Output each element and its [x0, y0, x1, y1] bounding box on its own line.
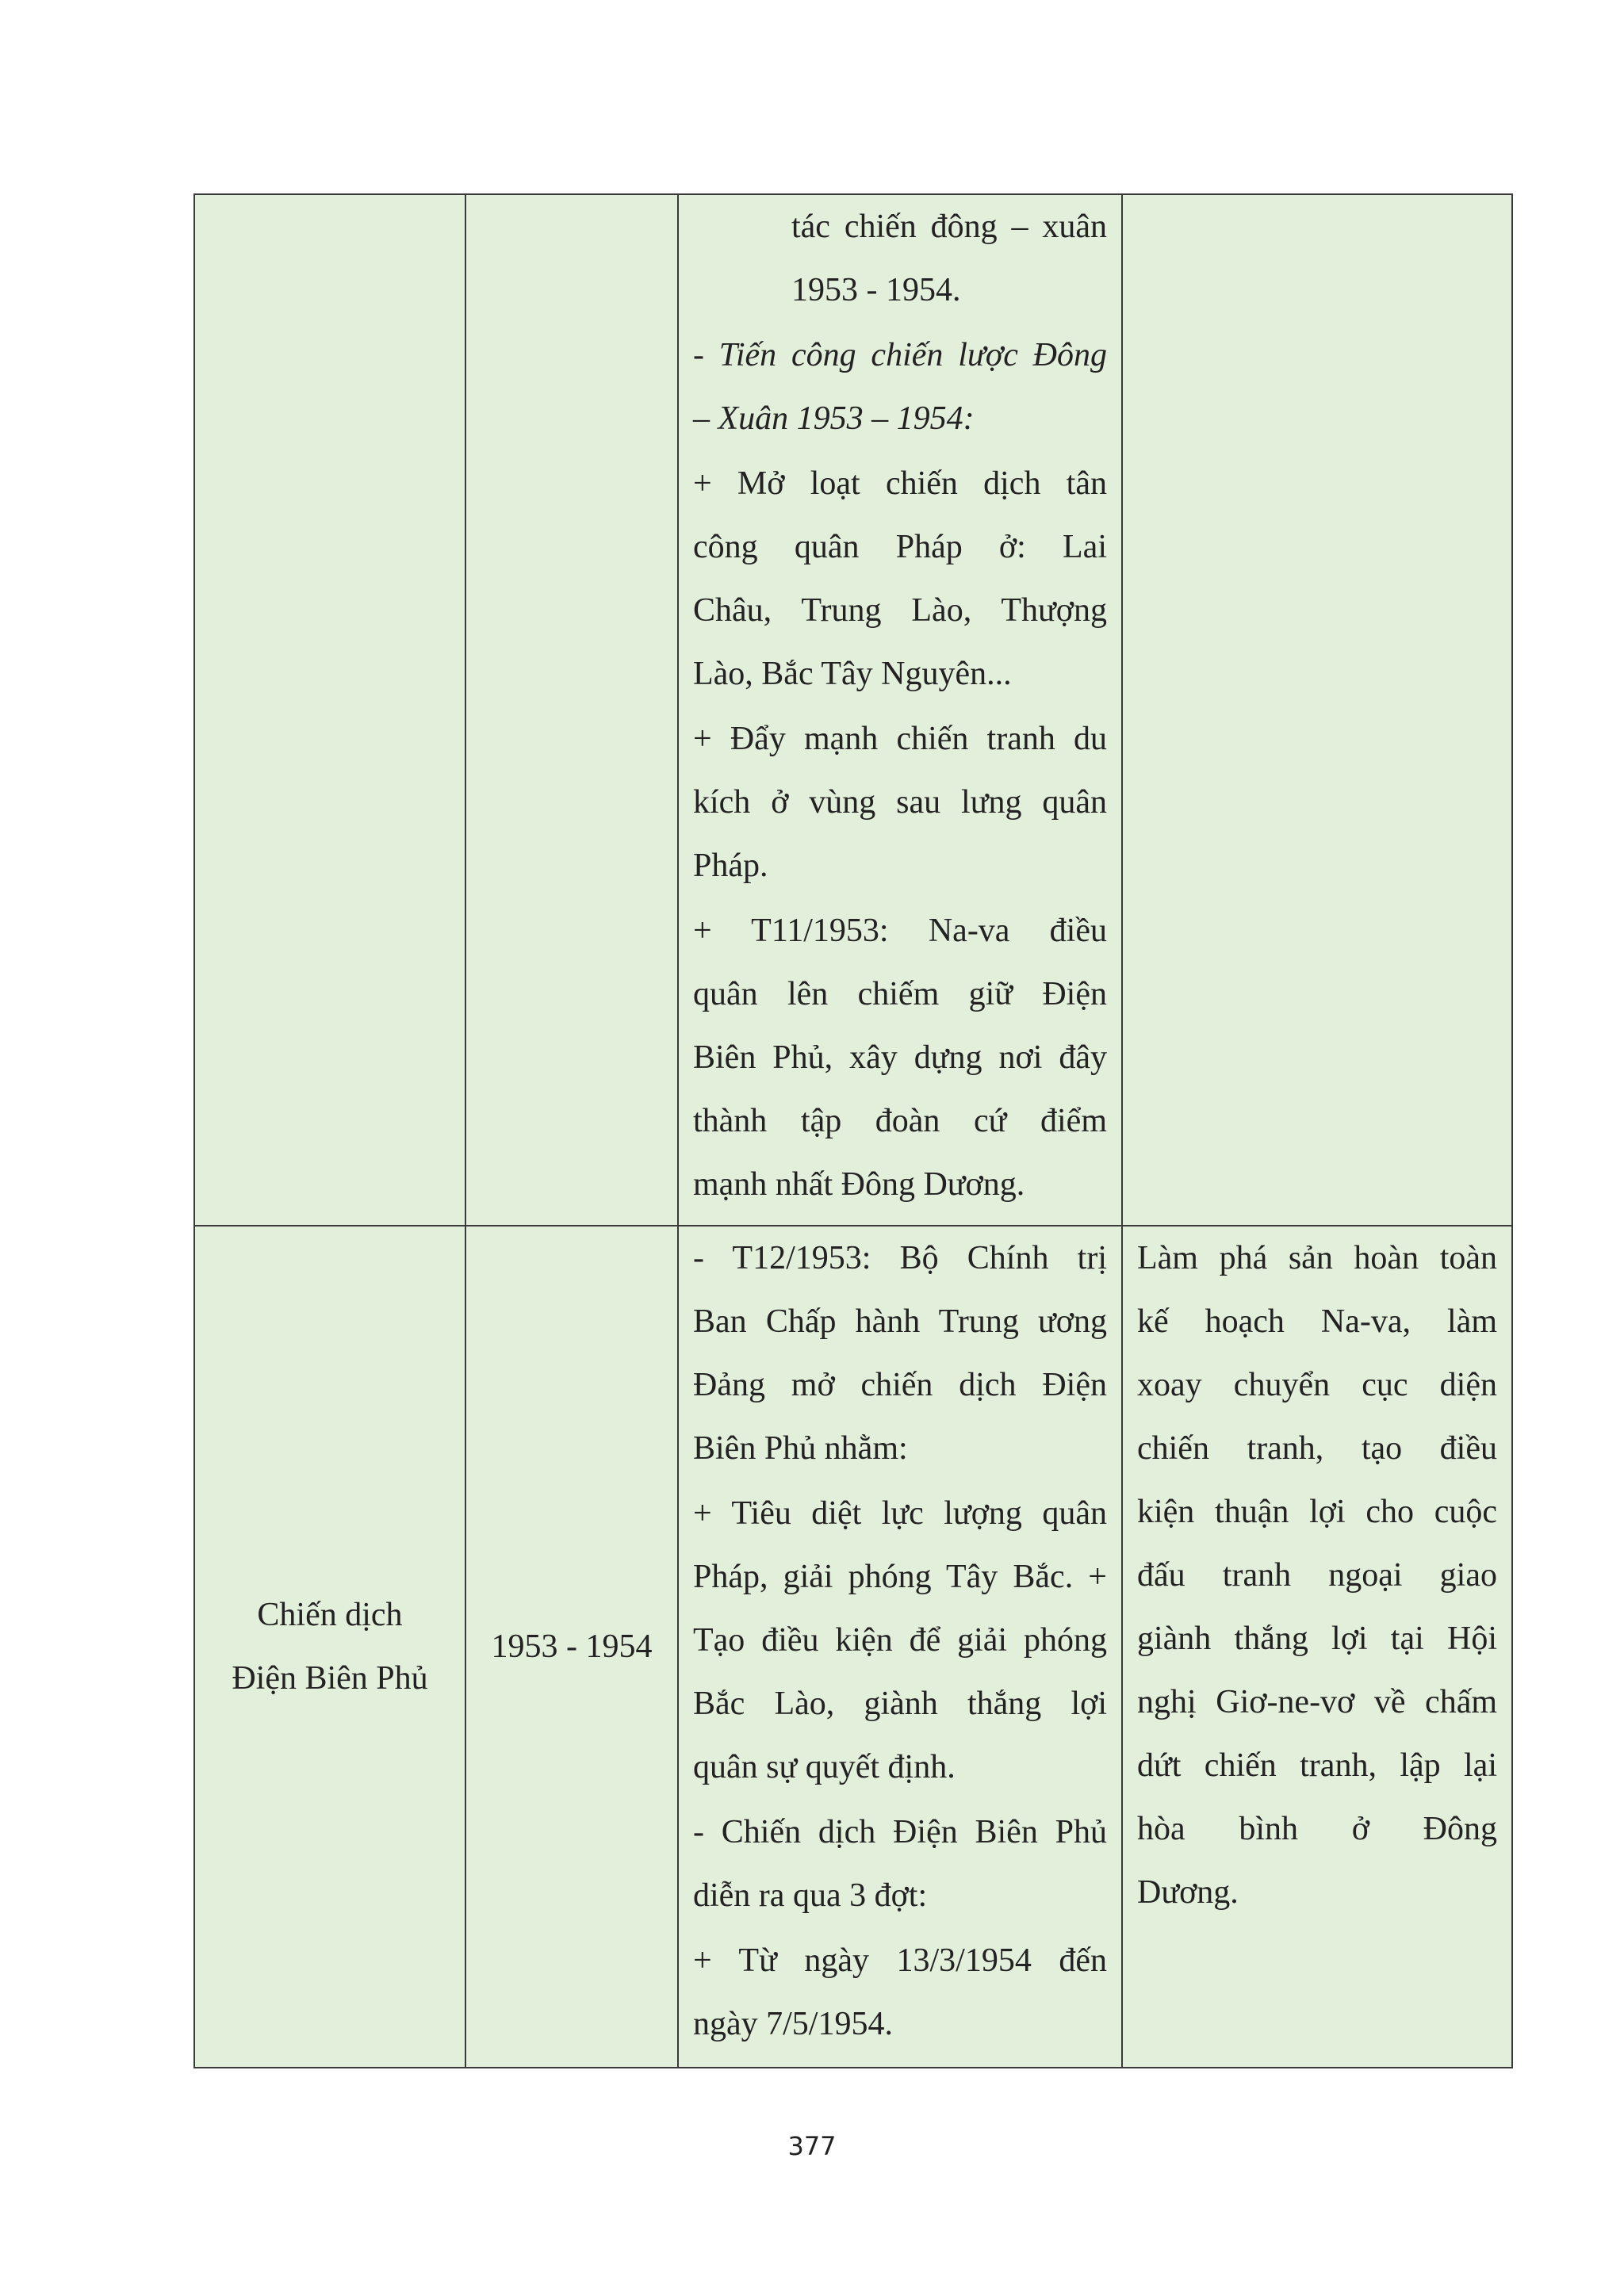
content-line: kích ở vùng sau lưng quân: [693, 784, 1107, 821]
result-cell: [1122, 1226, 1512, 2068]
content-line: quân sự quyết định.: [693, 1749, 956, 1785]
content-line: 1953 - 1954.: [791, 272, 961, 308]
content-line: Lào, Bắc Tây Nguyên...: [693, 656, 1012, 692]
content-line: + Tiêu diệt lực lượng quân: [693, 1495, 1107, 1532]
result-line: dứt chiến tranh, lập lại: [1137, 1747, 1497, 1784]
content-line: Châu, Trung Lào, Thượng: [693, 592, 1107, 629]
content-paragraph: [693, 452, 1107, 706]
content-line: mạnh nhất Đông Dương.: [693, 1166, 1025, 1203]
table-row: [194, 194, 1512, 1226]
content-line: quân lên chiếm giữ Điện: [693, 976, 1107, 1012]
name-cell: [194, 1226, 465, 2068]
content-paragraph: [693, 1929, 1107, 2056]
time-cell: [465, 1226, 678, 2068]
result-line: giành thắng lợi tại Hội: [1137, 1621, 1497, 1657]
content-line: thành tập đoàn cứ điểm: [693, 1103, 1107, 1139]
result-line: đấu tranh ngoại giao: [1137, 1557, 1497, 1594]
content-cell: [678, 194, 1122, 1226]
content-paragraph: [693, 323, 1107, 450]
content-paragraph: [693, 1226, 1107, 1480]
content-line: tác chiến đông – xuân: [791, 209, 1107, 245]
result-line: kiện thuận lợi cho cuộc: [1137, 1494, 1497, 1530]
content-line: + Đẩy mạnh chiến tranh du: [693, 721, 1107, 757]
content-line: Bắc Lào, giành thắng lợi: [693, 1686, 1107, 1722]
content-line: Đảng mở chiến dịch Điện: [693, 1367, 1107, 1403]
content-paragraph: [693, 1482, 1107, 1799]
content-line: + Mở loạt chiến dịch tân: [693, 465, 1107, 502]
table-row: [194, 1226, 1512, 2068]
content-line: - T12/1953: Bộ Chính trị: [693, 1240, 1107, 1276]
content-line: + Từ ngày 13/3/1954 đến: [693, 1942, 1107, 1979]
result-line: kế hoạch Na-va, làm: [1137, 1303, 1497, 1340]
content-line: Pháp.: [693, 848, 768, 884]
page-number: 377: [787, 2131, 837, 2161]
result-cell: [1122, 194, 1512, 1226]
result-line: Dương.: [1137, 1874, 1239, 1911]
campaign-name-line: Chiến dịch: [257, 1597, 403, 1633]
content-cell: [678, 1226, 1122, 2068]
time-cell: [465, 194, 678, 1226]
content-paragraph: [693, 899, 1107, 1216]
content-line: – Xuân 1953 – 1954:: [693, 400, 975, 437]
result-line: xoay chuyển cục diện: [1137, 1367, 1497, 1403]
content-line: ngày 7/5/1954.: [693, 2006, 893, 2042]
content-line: Biên Phủ nhằm:: [693, 1430, 908, 1467]
result-line: Làm phá sản hoàn toàn: [1137, 1240, 1497, 1276]
result-line: hòa bình ở Đông: [1137, 1811, 1497, 1847]
campaign-time: 1953 - 1954: [491, 1628, 653, 1665]
result-line: nghị Giơ-ne-vơ về chấm: [1137, 1684, 1497, 1720]
content-line: - Chiến dịch Điện Biên Phủ: [693, 1814, 1107, 1850]
content-line: công quân Pháp ở: Lai: [693, 529, 1107, 565]
content-line: - Tiến công chiến lược Đông: [693, 337, 1107, 373]
content-line: Ban Chấp hành Trung ương: [693, 1303, 1107, 1340]
result-line: chiến tranh, tạo điều: [1137, 1430, 1497, 1467]
content-line: Biên Phủ, xây dựng nơi đây: [693, 1039, 1107, 1076]
content-line: Tạo điều kiện để giải phóng: [693, 1622, 1107, 1659]
content-line: diễn ra qua 3 đợt:: [693, 1877, 928, 1914]
campaign-name-line: Điện Biên Phủ: [232, 1660, 428, 1697]
content-paragraph: [693, 1800, 1107, 1927]
name-cell: [194, 194, 465, 1226]
content-line: + T11/1953: Na-va điều: [693, 913, 1107, 949]
content-line: Pháp, giải phóng Tây Bắc. +: [693, 1559, 1107, 1595]
content-paragraph: [693, 195, 1107, 322]
content-paragraph: [693, 707, 1107, 897]
history-table: [193, 193, 1513, 2068]
